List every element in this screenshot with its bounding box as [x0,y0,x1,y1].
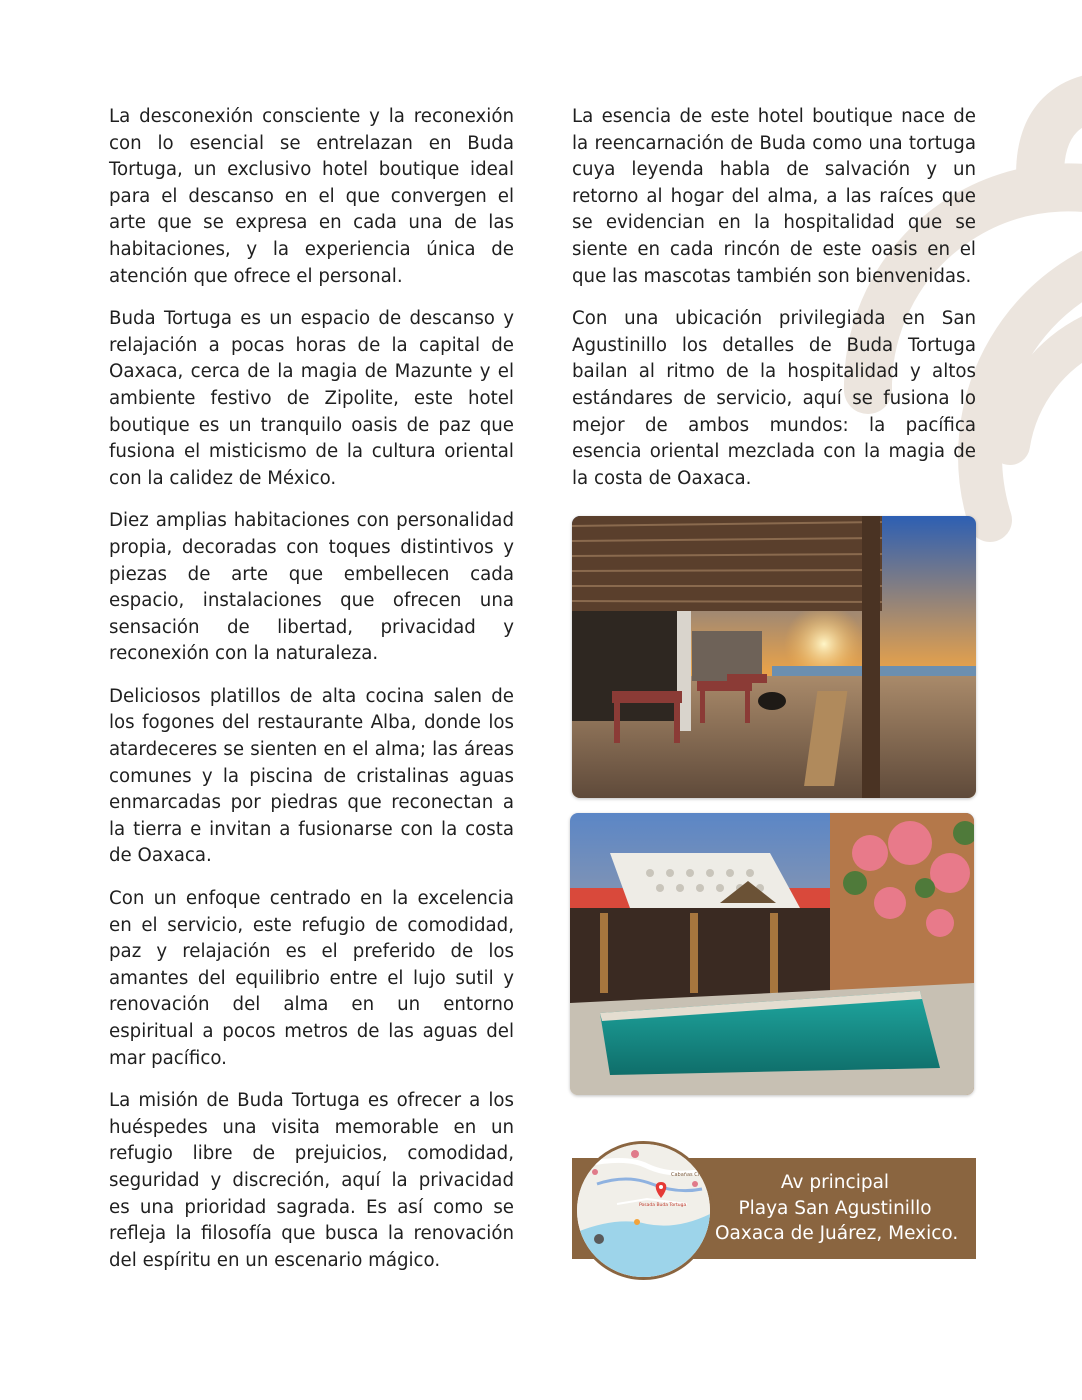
left-paragraph-3: Diez amplias habitaciones con personalidad propia, decoradas con toques distintivos y piezas de arte que embellecen cada espacio, instalaciones que ofrecen una sensación de libertad, privacidad y reconexión con la naturaleza. [109,510,514,665]
map-pin-label: Posada Buda Tortuga [639,1203,687,1208]
left-text-column [109,104,514,1290]
address-beach: Playa San Agustinillo [738,1197,932,1219]
place-marker-icon [592,1169,598,1175]
left-paragraph-1: La desconexión consciente y la reconexión con lo esencial se entrelazan en Buda Tortuga, un exclusivo hotel boutique ideal para el descanso en el que convergen el arte que se expresa en cada una de las habitaciones, y la experiencia única de atención que ofrece el personal. [109,106,514,287]
pool-photo [570,813,974,1095]
place-marker-icon [692,1181,698,1187]
right-paragraph-2: Con una ubicación privilegiada en San Agustinillo los detalles de Buda Tortuga bailan al ritmo de la hospitalidad y altos estándares de servicio, aquí se fusiona lo mejor de ambos mundos: la pacífica esencia oriental mezclada con la magia de la costa de Oaxaca. [572,308,976,489]
address-street: Av principal [780,1172,890,1193]
left-paragraph-2: Buda Tortuga es un espacio de descanso y relajación a pocas horas de la capital de Oaxaca, cerca de la magia de Mazunte y el ambiente festivo de Zipolite, este hotel boutique es un tranquilo oasis de paz que fusiona el misticismo de la cultura oriental con la calidez de México. [109,308,514,489]
map-place-label: Cabañas Chu [671,1172,705,1178]
right-paragraph-1: La esencia de este hotel boutique nace de la reencarnación de Buda como una tortuga cuya leyenda habla de salvación y un retorno al hogar del alma, a las raíces que se evidencian en la hospitalidad que se siente en cada rincón de este oasis en el que las mascotas también son bienvenidas. [572,106,976,287]
left-paragraph-6: La misión de Buda Tortuga es ofrecer a los huéspedes una visita memorable en un refugio libre de prejuicios, comodidad, seguridad y discreción, aquí la privacidad es una prioridad sagrada. Es así como se refleja la filosofía que busca la renovación del espíritu en un escenario mágico. [109,1090,514,1271]
right-text-column [572,104,976,508]
beach-terrace-photo [572,516,976,798]
left-paragraph-5: Con un enfoque centrado en la excelencia en el servicio, este refugio de comodidad, paz y relajación es el preferido de los amantes del equilibrio entre el lujo sutil y renovación del alma en un entorno espiritual a pocos metros de las aguas del mar pacífico. [109,888,514,1069]
camera-icon [594,1234,604,1244]
address-city: Oaxaca de Juárez, Mexico. [715,1223,959,1244]
left-paragraph-4: Deliciosos platillos de alta cocina salen de los fogones del restaurante Alba, donde los atardeceres se sienten en el alma; las áreas comunes y la piscina de cristalinas aguas enmarcadas por piedras que reconectan a la tierra e invitan a fusionarse con la costa de Oaxaca. [109,685,514,867]
address-block [715,1170,959,1247]
place-marker-icon [634,1219,640,1225]
place-marker-icon [631,1150,639,1158]
location-map[interactable] [574,1141,713,1280]
